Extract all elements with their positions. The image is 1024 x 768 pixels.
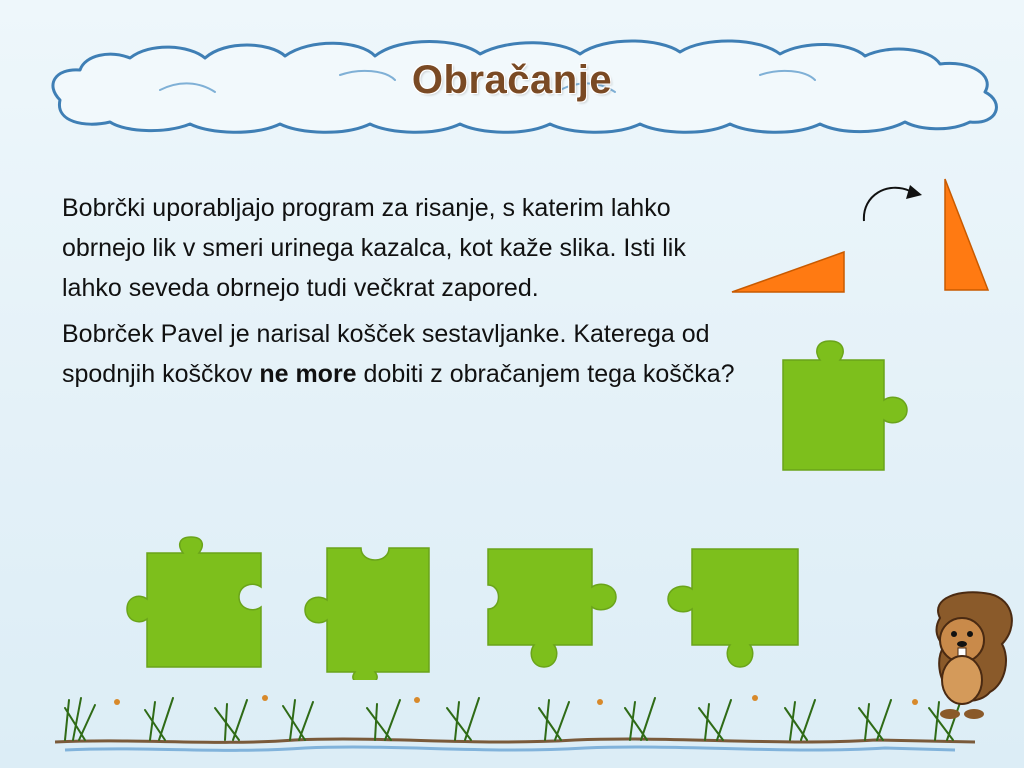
triangle-before [732,252,844,292]
question-emphasis: ne more [259,360,357,388]
question-text [62,188,752,394]
triangle-after [945,179,988,290]
curved-arrow-icon [864,185,922,221]
beaver-icon [920,588,1020,723]
question-paragraph [62,314,752,394]
answer-piece-c[interactable] [484,545,624,675]
rotation-example [728,175,993,300]
page-title: Obračanje [411,58,613,102]
question-text-start: Bobrček Pavel je narisal košček sestavljanke. Katerega od spodnjih koščkov [62,320,710,388]
answer-piece-b[interactable] [303,540,433,680]
intro-paragraph: Bobrčki uporabljajo program za risanje, s katerim lahko obrnejo lik v smeri urinega kazalca, kot kaže slika. Isti lik lahko seveda obrnejo tudi večkrat zapored. [62,194,686,302]
grass-icon [55,680,975,760]
question-text-end: dobiti z obračanjem tega koščka? [356,360,735,388]
original-puzzle-piece [780,338,915,478]
answer-piece-d[interactable] [662,545,802,675]
answer-piece-a[interactable] [125,535,270,675]
